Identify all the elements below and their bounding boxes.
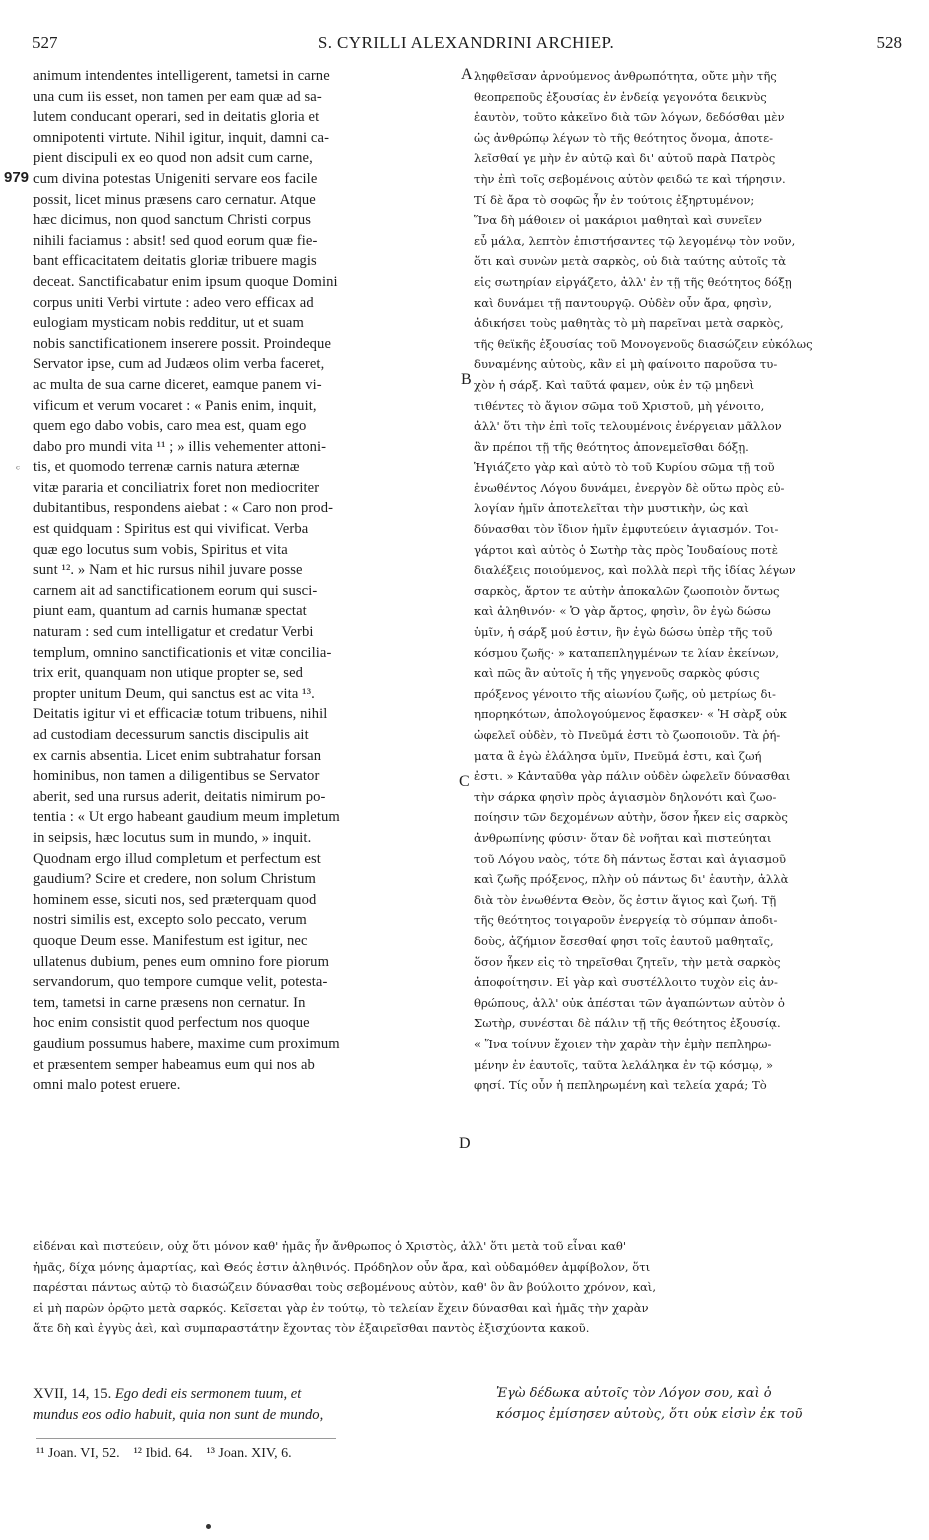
- greek-column: [474, 66, 904, 1096]
- greek-text-line: ποίησιν τῶν δεχομένων αὐτὴν, ὅσον ἧκεν εἰς σαρκὸς: [474, 810, 788, 825]
- latin-text-line: sunt ¹². » Nam et hic rursus nihil juvare posse: [33, 562, 303, 579]
- latin-text-line: possit, licet minus præsens caro cernatur. Atque: [33, 191, 316, 208]
- lemma-latin-line-1: Ego dedi eis sermonem tuum, et: [114, 1386, 302, 1402]
- greek-text-line: τιθέντες τὸ ἅγιον σῶμα τοῦ Χριστοῦ, μὴ γένοιτο,: [474, 398, 765, 413]
- latin-text-line: una cum iis esset, non tamen per eam quæ ad sa-: [33, 88, 322, 105]
- margin-letter-c: C: [459, 773, 470, 790]
- greek-full-line: ἡμᾶς, δίχα μόνης ἁμαρτίας, καὶ Θεός ἐστιν ἀληθινός. Πρόδηλον οὖν ἄρα, καὶ οὐδαμόθεν ἀμφίβολον, ὅτι: [33, 1259, 651, 1274]
- greek-text-line: καὶ ἀληθινόν· « Ὁ γὰρ ἄρτος, φησὶν, ὃν ἐγὼ δώσω: [474, 604, 771, 619]
- latin-text-line: nihili faciamus : absit! sed quod eorum quæ fie-: [33, 232, 318, 249]
- margin-speck: ᶜ: [16, 463, 20, 476]
- greek-text-line: μένην ἐν ἑαυτοῖς, ταῦτα λελάληκα ἐν τῷ κόσμῳ, »: [474, 1057, 774, 1072]
- greek-text-line: δοὺς, ἀζήμιον ἔσεσθαί φησι τοῖς ἑαυτοῦ μαθηταῖς,: [474, 933, 774, 948]
- lemma-greek-line-2: κόσμος ἐμίσησεν αὐτοὺς, ὅτι οὐκ εἰσὶν ἐκ τοῦ: [496, 1406, 803, 1422]
- greek-text-line: πρόξενος γένοιτο τῆς αἰωνίου ζωῆς, οὐ μετρίως δι-: [474, 686, 776, 701]
- greek-text-line: διαλέξεις ποιούμενος, καὶ πολλὰ περὶ τῆς ἰδίας λέγων: [474, 563, 796, 578]
- latin-text-line: ac multa de sua carne diceret, eamque panem vi-: [33, 376, 322, 393]
- page-number-left: 527: [32, 33, 58, 52]
- latin-text-line: quem ego dabo vobis, caro mea est, quam ego: [33, 418, 307, 435]
- latin-text-line: omnipotenti virtute. Nihil igitur, inquit, damni ca-: [33, 129, 330, 146]
- latin-text-line: eulogiam mysticam nobis redditur, ut et suam: [33, 315, 304, 332]
- latin-text-line: est quidquam : Spiritus est qui vivificat. Verba: [33, 521, 309, 538]
- greek-text-line: Ἡγιάζετο γὰρ καὶ αὐτὸ τὸ τοῦ Κυρίου σῶμα τῇ τοῦ: [474, 460, 775, 475]
- greek-full-line: ἅτε δὴ καὶ ἐγγὺς ἀεὶ, καὶ συμπαραστάτην ἔχοντας τὸν ἐξαιρεῖσθαι παντὸς ἐξισχύοντα κακοῦ.: [33, 1321, 590, 1336]
- greek-text-line: διὰ τὸν ἑνωθέντα Θεὸν, ὅς ἐστιν ἅγιος καὶ ζωή. Τῇ: [474, 892, 777, 907]
- greek-text-line: ὠφελεῖ οὐδὲν, τὸ Πνεῦμά ἐστι τὸ ζωοποιοῦν. Τὰ ῥή-: [474, 728, 781, 742]
- greek-text-line: ἀδικήσει τοὺς μαθητὰς τὸ μὴ παρεῖναι μετὰ σαρκὸς,: [474, 316, 784, 331]
- lemma-greek: [496, 1384, 906, 1425]
- footnote-12: ¹² Ibid. 64.: [133, 1446, 193, 1461]
- greek-text-line: δύνασθαι τὸν ἴδιον ἡμῖν ἐμφυτεύειν ἁγιασμόν. Τοι-: [474, 522, 779, 537]
- latin-text-line: vificum et verum vocaret : « Panis enim, inquit,: [33, 397, 317, 414]
- greek-text-line: ηπορηκότων, ἀπολογούμενος ἔφασκεν· « Ἡ σὰρξ οὐκ: [474, 707, 787, 722]
- running-header: [30, 30, 902, 56]
- latin-text-line: hæc dicimus, non quod sanctum Christi corpus: [33, 212, 312, 229]
- greek-text-line: ὑμῖν, ἡ σάρξ μού ἐστιν, ἣν ἐγὼ δώσω ὑπὲρ τῆς τοῦ: [474, 625, 773, 640]
- latin-text-line: carnem ait ad sanctificationem eorum qui susci-: [33, 582, 318, 599]
- greek-text-line: τὴν σάρκα φησὶν πρὸς ἁγιασμὸν δηλονότι καὶ ζωο-: [474, 789, 777, 804]
- latin-text-line: pient discipuli ex eo quod non adsit cum carne,: [33, 150, 313, 167]
- running-title: S. CYRILLI ALEXANDRINI ARCHIEP.: [317, 33, 615, 52]
- latin-text-line: corpus uniti Verbi virtute : adeo vero efficax ad: [33, 294, 314, 311]
- latin-text-line: nostri similis est, excepto solo peccato, verum: [33, 912, 307, 929]
- latin-text-line: dabo pro mundi vita ¹¹ ; » illis vehementer attoni-: [33, 438, 327, 455]
- latin-text-line: dubitantibus, respondens aiebat : « Caro non prod-: [33, 500, 334, 517]
- latin-column: [33, 66, 462, 1096]
- latin-text-line: Quodnam ergo illud completum et perfectum est: [33, 850, 321, 867]
- greek-text-line: ἀνθρωπίνης φύσιν· ὅταν δὲ νοῆται καὶ πιστεύηται: [474, 830, 772, 845]
- margin-letter-d: D: [459, 1135, 471, 1152]
- footnote-rule: [36, 1438, 336, 1439]
- latin-text-line: tentia : « Ut ergo habeant gaudium meum impletum: [33, 809, 340, 826]
- greek-text-line: ἑαυτὸν, τοῦτο κἀκεῖνο διὰ τῶν λόγων, δεδόσθαι μὲν: [474, 110, 785, 125]
- latin-text-line: nobis sanctificationem inserere possit. Proindeque: [33, 335, 332, 352]
- greek-text-line: γάρτοι καὶ αὐτὸς ὁ Σωτὴρ τὰς πρὸς Ἰουδαίους ποτὲ: [474, 542, 779, 557]
- greek-text-line: ὡς ἀνθρώπῳ λέγων τὸ τῆς θεότητος ὄνομα, ἀποτε-: [474, 130, 774, 145]
- greek-text-line: τῆς θεϊκῆς ἐξουσίας τοῦ Μονογενοῦς διασώζειν εὐκόλως: [474, 336, 813, 351]
- latin-text-line: animum intendentes intelligerent, tametsi in carne: [33, 68, 330, 84]
- greek-text-line: « Ἵνα τοίνυν ἔχοιεν τὴν χαρὰν τὴν ἐμὴν πεπληρω-: [474, 1036, 772, 1051]
- greek-text-line: ληφθεῖσαν ἀρνούμενος ἀνθρωπότητα, οὔτε μὴν τῆς: [474, 69, 777, 83]
- latin-text-line: tem, tametsi in carne præsens non cernatur. In: [33, 994, 306, 1011]
- latin-text-line: vitæ pararia et conciliatrix foret non mediocriter: [33, 479, 320, 496]
- latin-text-line: naturam : sed cum intelligatur et credatur Verbi: [33, 624, 314, 641]
- latin-text-line: piunt eam, quantum ad carnis humanæ spectat: [33, 603, 307, 620]
- latin-text-line: quæ ego locutus sum vobis, Spiritus et vita: [33, 541, 288, 558]
- lemma-latin-line-2: mundus eos odio habuit, quia non sunt de mundo,: [33, 1406, 324, 1423]
- greek-text-line: χὸν ἡ σάρξ. Καὶ ταῦτά φαμεν, οὐκ ἐν τῷ μηδενὶ: [474, 377, 755, 392]
- greek-text-line: εὖ μάλα, λεπτὸν ἐπιστήσαντες τῷ λεγομένῳ τὸν νοῦν,: [474, 233, 796, 248]
- greek-text-line: θρώπους, ἀλλ' οὐκ ἀπέσται τῶν ἀγαπώντων αὐτὸν ὁ: [474, 995, 785, 1010]
- latin-text-line: bant efficacitatem deitatis gloriæ tribuere magis: [33, 253, 317, 270]
- greek-text-line: ἑνωθέντος Λόγου δυνάμει, ἐνεργὸν δὲ οὕτω πρὸς εὐ-: [474, 480, 785, 495]
- latin-text-line: Servator ipse, cum ad Judæos olim verba faceret,: [33, 356, 325, 373]
- greek-text-line: ἂν πρέποι τῇ τῆς θεότητος ἀπονεμεῖσθαι δόξῃ.: [474, 439, 749, 454]
- greek-text-line: λογίαν ἡμῖν ἀποτελεῖται τὴν μυστικὴν, ὡς καὶ: [474, 501, 749, 516]
- greek-text-line: τοῦ Λόγου ναὸς, τότε δὴ πάντως ἔσται καὶ ἁγιασμοῦ: [474, 851, 787, 866]
- latin-text-line: gaudium? Scire et credere, non solum Christum: [33, 871, 316, 888]
- margin-letter-b: B: [461, 371, 472, 388]
- latin-text-line: templum, omnino sanctificationis et vitæ concilia-: [33, 644, 332, 661]
- greek-full-line: παρέσται πάντως αὐτῷ τὸ διασώζειν δύνασθαι τοὺς σεβομένους αὐτὸν, καθ' ὃν ἂν βούλοιτο χρόνον, καὶ,: [33, 1280, 657, 1295]
- latin-text-line: deceat. Sanctificabatur enim ipsum quoque Domini: [33, 273, 338, 290]
- lemma-latin: [33, 1384, 473, 1425]
- greek-text-line: σαρκὸς, ἄρτον τε αὐτὴν ἀποκαλῶν ζωοποιὸν ὄντως: [474, 583, 780, 598]
- latin-text-line: in seipsis, hæc locutus sum in mundo, » inquit.: [33, 829, 312, 846]
- greek-text-line: εἰς σωτηρίαν εἰργάζετο, ἀλλ' ἐν τῇ τῆς θεότητος δόξῃ: [474, 274, 792, 289]
- latin-text-line: servandorum, quo tempore cumque velit, potesta-: [33, 974, 328, 991]
- latin-text-line: gaudium possumus habere, maxime cum proximum: [33, 1035, 340, 1052]
- greek-text-line: ὅσον ἧκεν εἰς τὸ τηρεῖσθαι ζητεῖν, τὴν μετὰ σαρκὸς: [474, 954, 781, 969]
- greek-text-line: φησί. Τίς οὖν ἡ πεπληρωμένη καὶ τελεία χαρά; Τὸ: [474, 1078, 767, 1093]
- greek-text-line: λεῖσθαί γε μὴν ἐν αὐτῷ καὶ δι' αὐτοῦ παρὰ Πατρὸς: [474, 151, 776, 166]
- greek-text-line: τῆς θεότητος τοιγαροῦν ἐνεργείᾳ τὸ σύμπαν ἀποδι-: [474, 913, 778, 928]
- footnotes: [36, 1446, 292, 1462]
- lemma-greek-line-1: Ἐγὼ δέδωκα αὐτοῖς τὸν Λόγον σου, καὶ ὁ: [496, 1386, 772, 1401]
- latin-text-line: tis, et quomodo terrenæ carnis natura æternæ: [33, 459, 300, 476]
- greek-full-line: εἰ μὴ παρὼν ὁρῷτο μετὰ σαρκός. Κεῖσεται γὰρ ἐν τούτῳ, τὸ τελείαν ἔχειν δύνασθαι καὶ ἡμᾶς τὴν χαρὰν: [33, 1300, 649, 1315]
- greek-text-line: Σωτὴρ, συνέσται δὲ πάλιν τῇ τῆς θεότητος ἐξουσίᾳ.: [474, 1016, 781, 1031]
- latin-text-line: omni malo potest eruere.: [33, 1077, 181, 1094]
- printer-dot: [206, 1524, 211, 1529]
- latin-text-line: cum divina potestas Unigeniti servare eos facile: [33, 170, 318, 187]
- greek-text-line: ματα ἃ ἐγὼ ἐλάλησα ὑμῖν, Πνεῦμά ἐστι, καὶ ζωή: [474, 748, 762, 763]
- greek-text-line: θεοπρεποῦς ἐξουσίας ἐν ἐνδείᾳ γεγονότα δεικνὺς: [474, 89, 767, 104]
- latin-text-line: ad custodiam decessurum sanctis discipulis ait: [33, 727, 309, 743]
- latin-text-line: et præsentem semper habeamus eum qui nos ab: [33, 1056, 315, 1073]
- greek-text-line: Ἵνα δὴ μάθοιεν οἱ μακάριοι μαθηταὶ καὶ συνεῖεν: [474, 213, 762, 228]
- page-number-right: 528: [876, 33, 902, 52]
- greek-text-line: ὅτι καὶ συνὼν μετὰ σαρκὸς, οὐ διὰ ταύτης αὐτοῖς τὰ: [474, 254, 787, 269]
- greek-text-line: Τί δὲ ἄρα τὸ σοφῶς ἦν ἐν τούτοις ἐξηρτυμένον;: [474, 192, 755, 207]
- greek-text-line: ἐστι. » Κἀνταῦθα γὰρ πάλιν οὐδὲν ὠφελεῖν δύνασθαι: [474, 769, 791, 784]
- footnote-13: ¹³ Joan. XIV, 6.: [206, 1446, 292, 1461]
- greek-text-line: δυναμένης αὐτοὺς, κἂν εἰ μὴ φαίνοιτο παροῦσα τυ-: [474, 357, 778, 372]
- greek-text-line: καὶ δυνάμει τῇ παντουργῷ. Οὐδὲν οὖν ἄρα, φησὶν,: [474, 295, 772, 310]
- lemma-reference: XVII, 14, 15.: [33, 1386, 112, 1402]
- latin-text-line: hominem esse, sicuti nos, sed præterquam quod: [33, 891, 317, 908]
- greek-text-line: τὴν ἐπὶ τοῖς σεβομένοις αὐτὸν φειδώ τε καὶ τήρησιν.: [474, 171, 786, 186]
- margin-letter-a: A: [461, 66, 473, 83]
- latin-text-line: Deitatis igitur vi et efficaciæ totum tribuens, nihil: [33, 706, 328, 723]
- footnote-11: ¹¹ Joan. VI, 52.: [36, 1446, 120, 1461]
- full-width-greek-block: [33, 1236, 903, 1339]
- latin-text-line: ex carnis absentia. Licet enim subtrahatur forsan: [33, 747, 322, 764]
- greek-full-line: εἰδέναι καὶ πιστεύειν, οὐχ ὅτι μόνον καθ' ἡμᾶς ἦν ἄνθρωπος ὁ Χριστὸς, ἀλλ' ὅτι μετὰ τοῦ εἶναι καθ': [33, 1239, 627, 1253]
- column-number-mark: 979: [4, 169, 30, 186]
- greek-text-line: καὶ ζωῆς πρόξενος, πλὴν οὐ πάντως δι' ἑαυτὴν, ἀλλὰ: [474, 872, 789, 887]
- latin-text-line: hominibus, non tamen a diligentibus se Servator: [33, 768, 320, 785]
- latin-text-line: aberit, sed una rursus aderit, deitatis nimirum po-: [33, 788, 326, 805]
- greek-text-line: ἀλλ' ὅτι τὴν ἐπὶ τοῖς τελουμένοις ἐνέργειαν μᾶλλον: [474, 419, 782, 434]
- greek-text-line: ἀποφοίτησιν. Εἰ γὰρ καὶ συστέλλοιτο τυχὸν εἰς ἀν-: [474, 975, 778, 990]
- greek-text-line: κόσμου ζωῆς· » καταπεπληγμένων τε λίαν ἐκείνων,: [474, 645, 780, 660]
- latin-text-line: propter unitum Deum, qui sanctus est ac vita ¹³.: [33, 685, 315, 702]
- latin-text-line: lutem conducant operari, sed in deitatis gloria et: [33, 109, 320, 126]
- latin-text-line: ullatenus dubium, penes eum omnino fore piorum: [33, 953, 330, 970]
- latin-text-line: hoc enim consistit quod perfectum nos quoque: [33, 1015, 310, 1032]
- latin-text-line: trix erit, quanquam non utique propter se, sed: [33, 665, 304, 682]
- greek-text-line: καὶ πῶς ἂν αὐτοῖς ἡ τῆς γηγενοῦς σαρκὸς φύσις: [474, 666, 760, 681]
- latin-text-line: quoque Deum esse. Manifestum est igitur, nec: [33, 932, 308, 949]
